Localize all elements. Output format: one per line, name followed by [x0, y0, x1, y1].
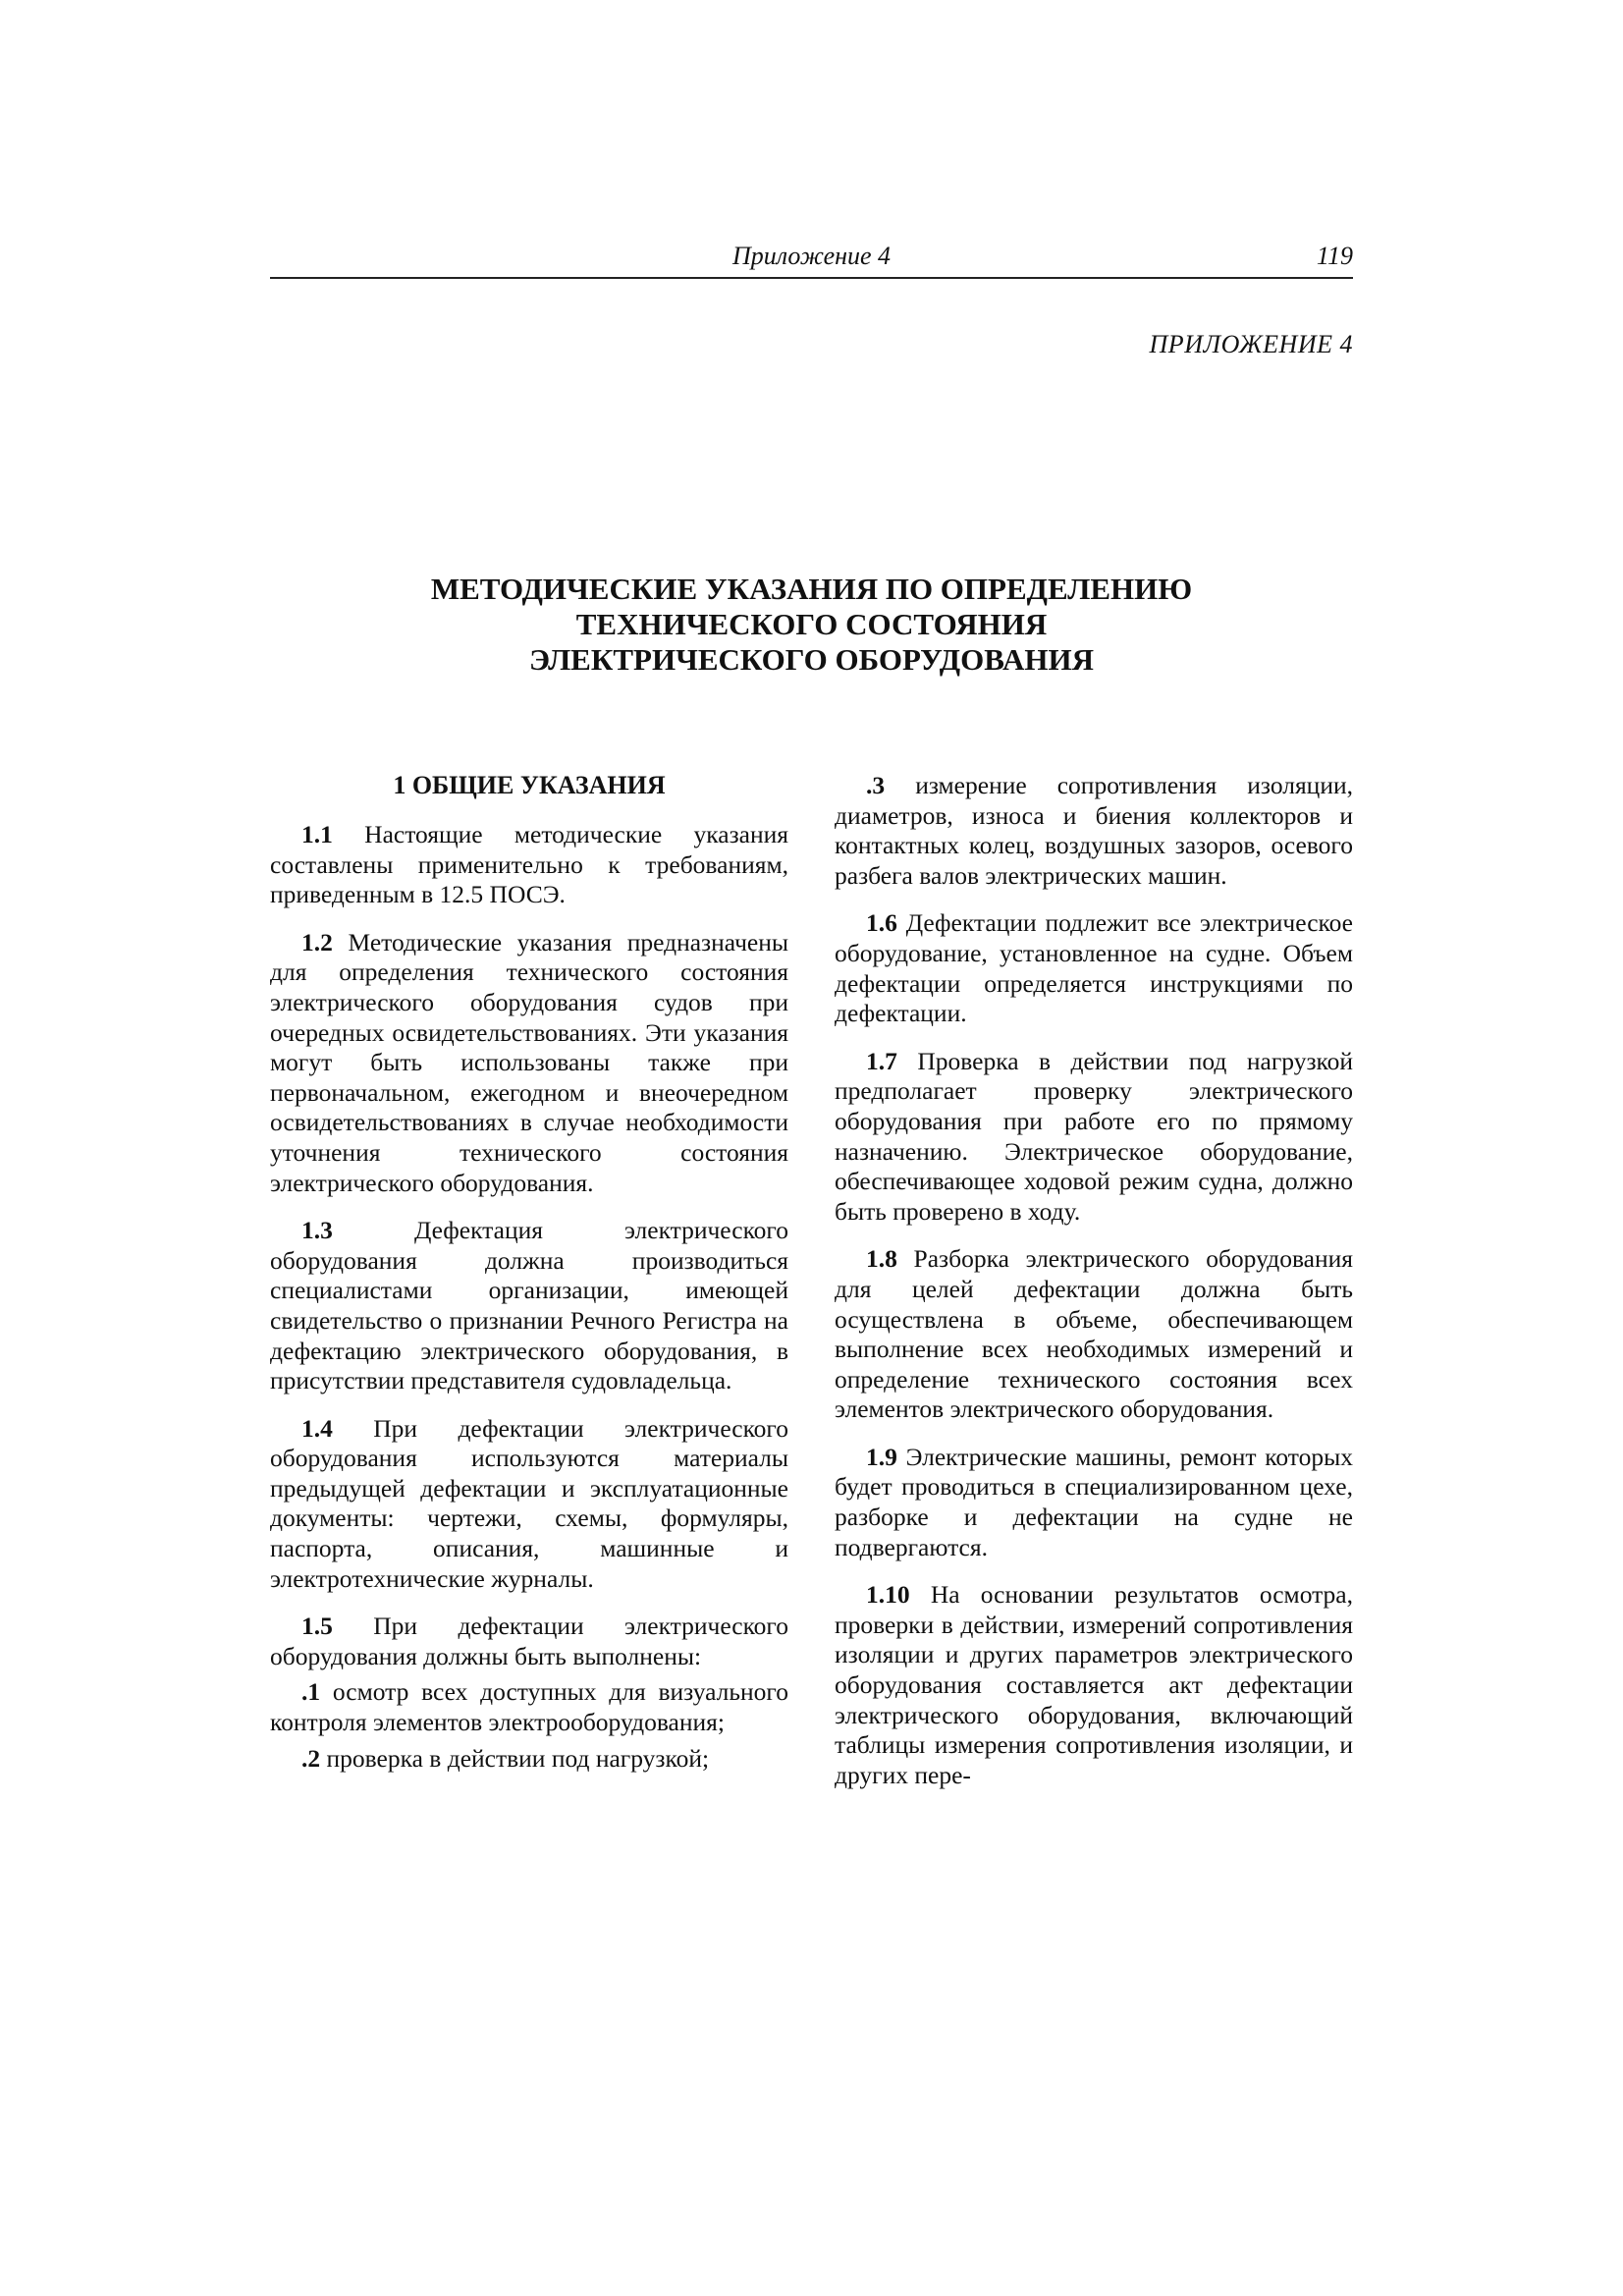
left-column — [270, 771, 788, 1779]
paragraph-1-5 — [270, 1612, 788, 1671]
paragraph-text: Дефектация электрического оборудования должна производиться специалистами организации, имеющей свидетельство о признании Речного Регистра на дефектацию электрического оборудования, в присутствии представителя судовладельца. — [270, 1216, 788, 1395]
paragraph-number: 1.2 — [301, 927, 333, 957]
paragraph-text: Настоящие методические указания составлены применительно к требованиям, приведенным в 12.5 ПОСЭ. — [270, 820, 788, 909]
document-title-line-1: МЕТОДИЧЕСКИЕ УКАЗАНИЯ ПО ОПРЕДЕЛЕНИЮ — [430, 572, 1193, 606]
paragraph-1-1 — [270, 820, 788, 910]
paragraph-text: При дефектации электрического оборудования должны быть выполнены: — [270, 1612, 789, 1670]
paragraph-1-3 — [270, 1216, 788, 1396]
paragraph-number: 1.7 — [866, 1046, 897, 1075]
list-item-number: .2 — [301, 1743, 321, 1773]
paragraph-number: 1.8 — [866, 1244, 897, 1274]
paragraph-1-9 — [835, 1443, 1353, 1562]
paragraph-1-2 — [270, 928, 788, 1198]
list-item-text: проверка в действии под нагрузкой; — [326, 1743, 710, 1773]
list-item-1-5-2 — [270, 1744, 788, 1775]
paragraph-text: Методические указания предназначены для определения технического состояния электрического оборудования судов при очередных освидетельствованиях. Эти указания могут быть использованы также при первоначальном, ежегодном и внеочередном освидетельствованиях в случае необходимости уточнения технического состояния электрического оборудования. — [270, 927, 788, 1197]
right-column — [835, 771, 1353, 1808]
paragraph-text: Проверка в действии под нагрузкой предполагает проверку электрического оборудования при работе его по прямому назначению. Электрическое оборудование, обеспечивающее ходовой режим судна, должно быть проверено в ходу. — [835, 1046, 1354, 1226]
document-title-line-3: ЭЛЕКТРИЧЕСКОГО ОБОРУДОВАНИЯ — [529, 642, 1094, 677]
list-item-text: измерение сопротивления изоляции, диаметров, износа и биения коллекторов и контактных колец, воздушных зазоров, осевого разбега валов электрических машин. — [835, 771, 1353, 890]
list-item-1-5-3 — [835, 771, 1353, 891]
list-item-1-5-1 — [270, 1677, 788, 1737]
paragraph-number: 1.1 — [301, 820, 333, 848]
paragraph-number: 1.10 — [866, 1580, 910, 1610]
running-header — [270, 240, 1353, 279]
paragraph-1-8 — [835, 1244, 1353, 1425]
paragraph-1-10 — [835, 1580, 1353, 1790]
paragraph-1-4 — [270, 1414, 788, 1595]
paragraph-1-6 — [835, 908, 1353, 1028]
list-item-text: осмотр всех доступных для визуального контроля элементов электрооборудования; — [270, 1677, 788, 1737]
paragraph-text: При дефектации электрического оборудования используются материалы предыдущей дефектации и эксплуатационные документы: чертежи, схемы, формуляры, паспорта, описания, машинные и электротехнические журналы. — [270, 1413, 789, 1593]
paragraph-text: Дефектации подлежит все электрическое оборудование, установленное на судне. Объем дефектации определяется инструкциями по дефектации. — [835, 908, 1353, 1028]
paragraph-number: 1.3 — [301, 1216, 333, 1245]
document-title — [270, 572, 1353, 678]
appendix-label: ПРИЛОЖЕНИЕ 4 — [1149, 330, 1353, 358]
paragraph-number: 1.5 — [301, 1612, 333, 1641]
document-title-line-2: ТЕХНИЧЕСКОГО СОСТОЯНИЯ — [575, 607, 1048, 641]
running-title: Приложение 4 — [731, 242, 892, 270]
section-heading: 1 ОБЩИЕ УКАЗАНИЯ — [393, 771, 666, 799]
paragraph-text: На основании результатов осмотра, проверки в действии, измерений сопротивления изоляции и других параметров электрического оборудования составляется акт дефектации электрического оборудования, включающий таблицы измерения сопротивления изоляции, и других пере- — [835, 1580, 1354, 1789]
paragraph-1-7 — [835, 1047, 1353, 1228]
page-number: 119 — [1316, 242, 1353, 270]
paragraph-text: Разборка электрического оборудования для целей дефектации должна быть осуществлена в объеме, обеспечивающем выполнение всех необходимых измерений и определение технического состояния всех элементов электрического оборудования. — [835, 1244, 1353, 1424]
list-item-number: .1 — [301, 1677, 321, 1707]
paragraph-text: Электрические машины, ремонт которых будет проводиться в специализированном цехе, разборке и дефектации на судне не подвергаются. — [835, 1442, 1353, 1561]
paragraph-number: 1.4 — [301, 1413, 333, 1443]
paragraph-number: 1.9 — [866, 1442, 897, 1471]
list-item-number: .3 — [866, 771, 886, 799]
paragraph-number: 1.6 — [866, 908, 897, 938]
